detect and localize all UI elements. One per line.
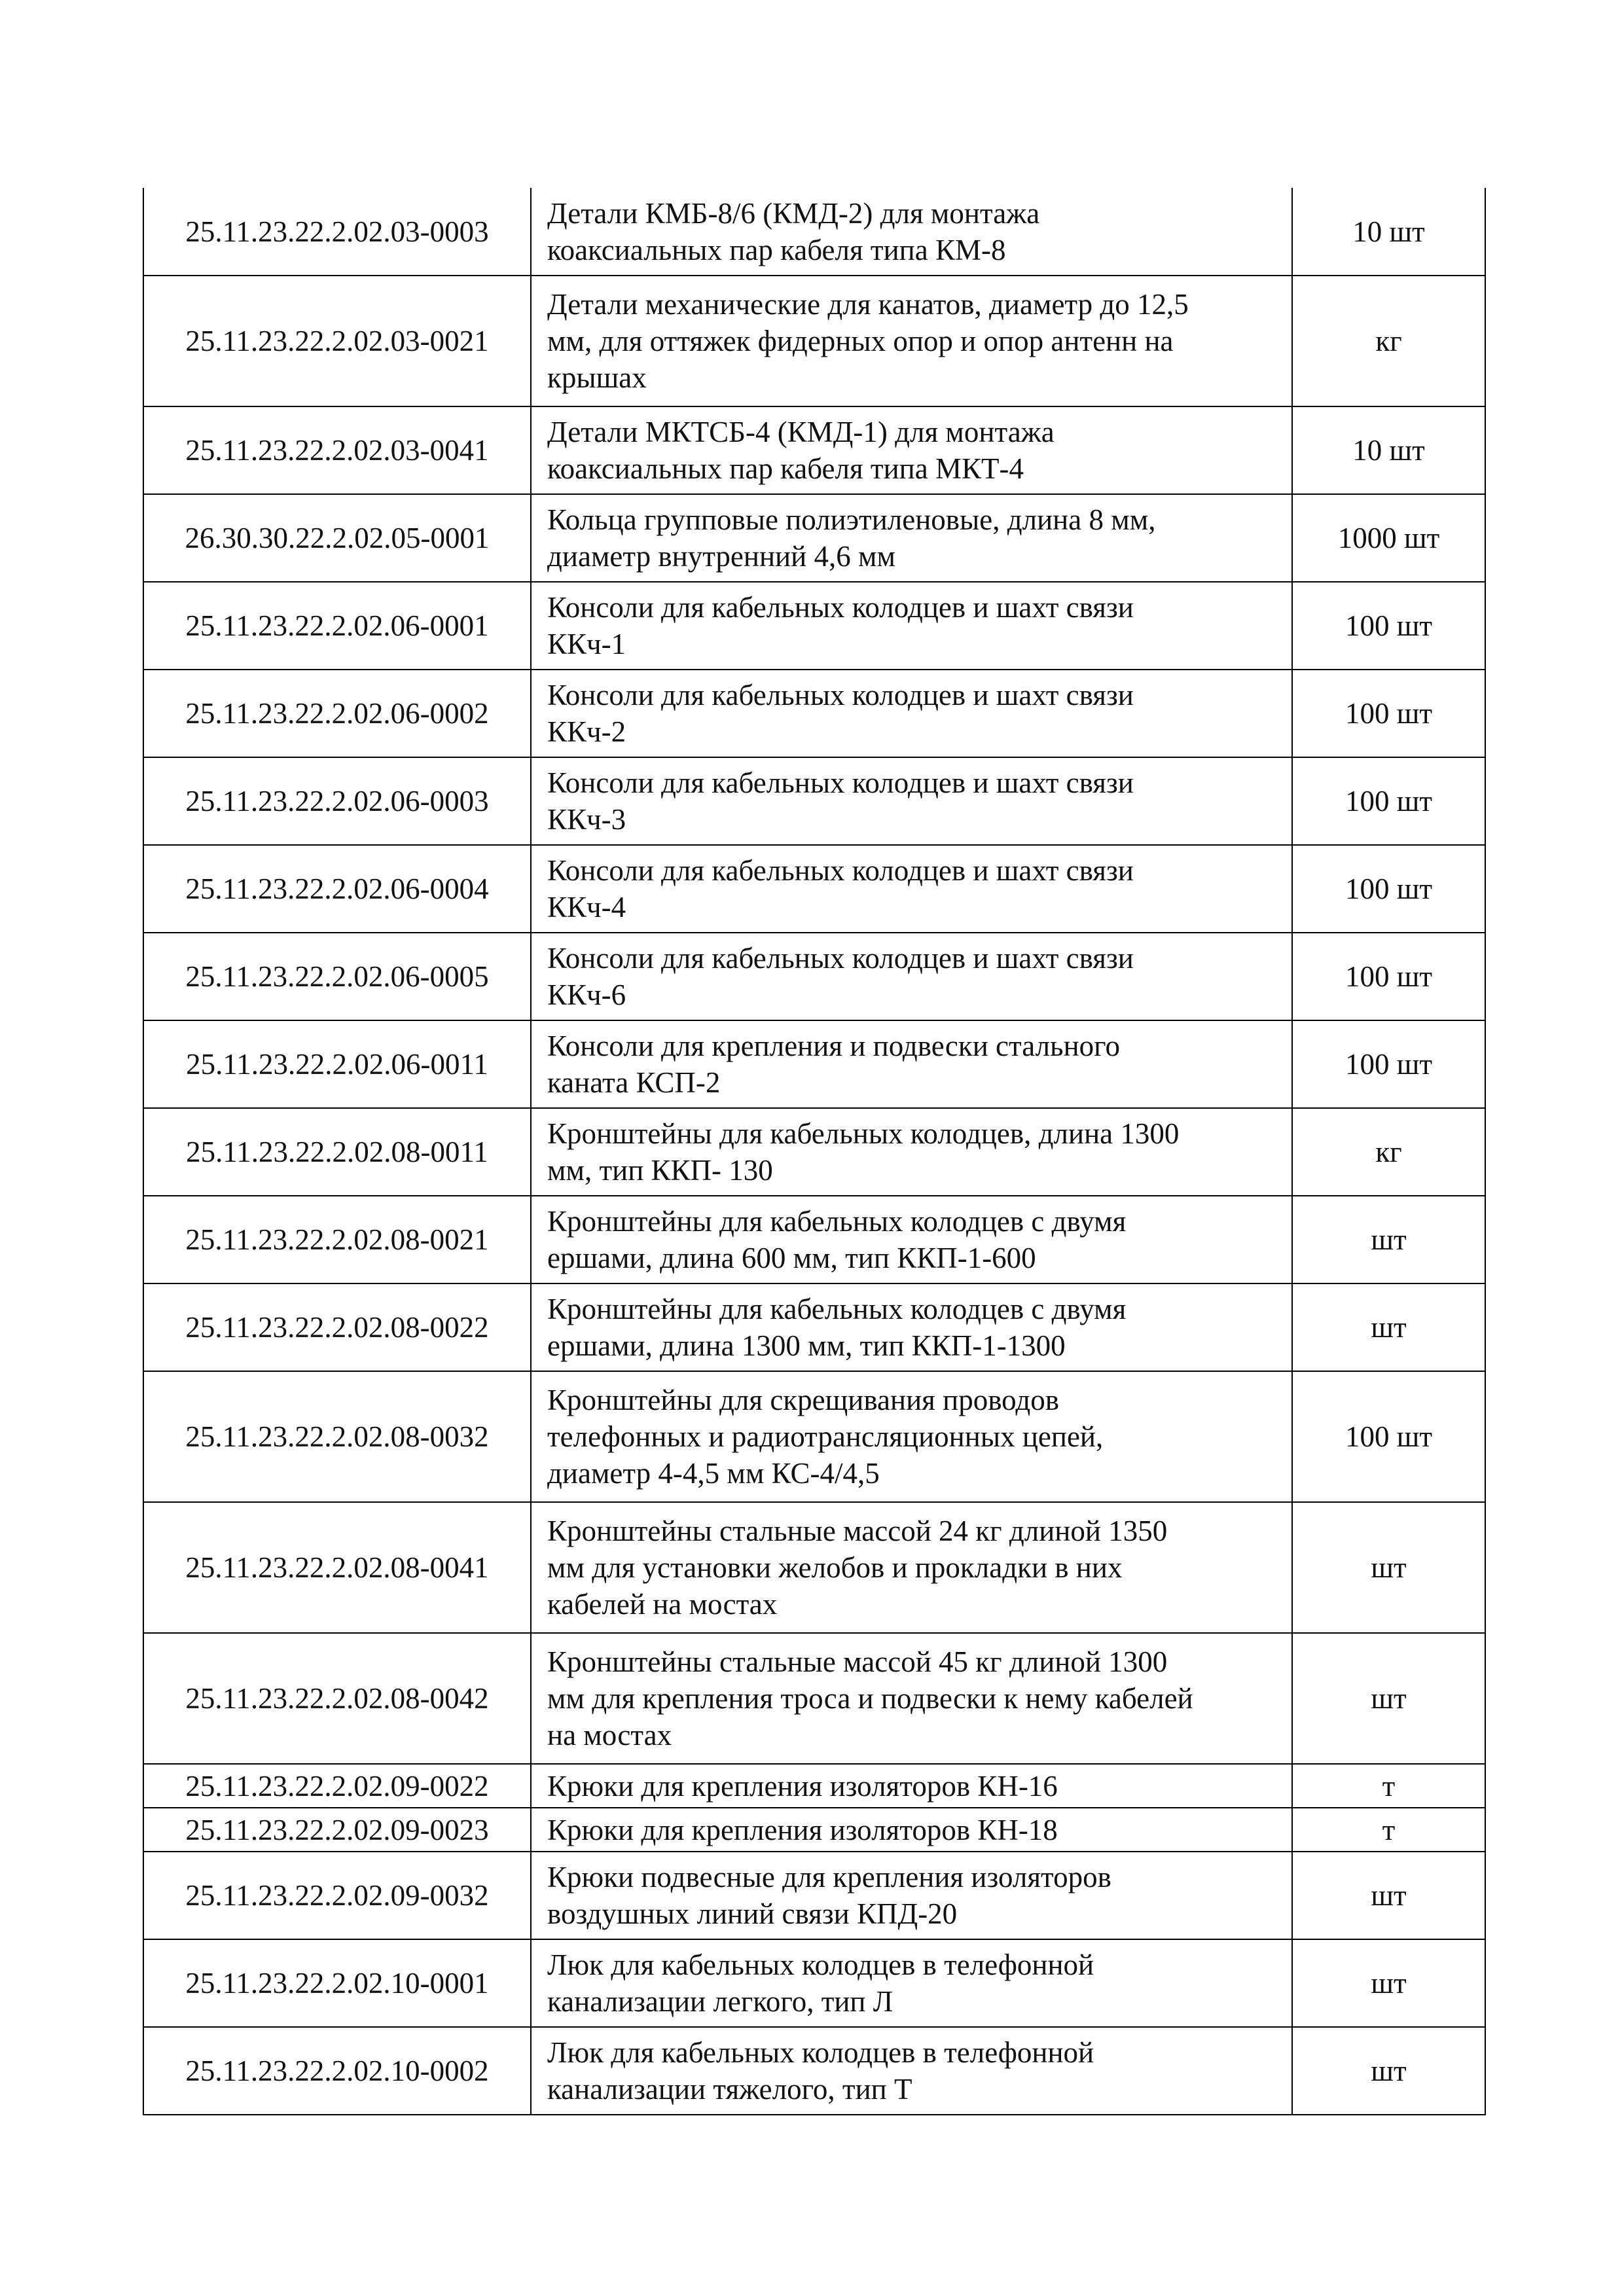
resource-code-cell: 25.11.23.22.2.02.09-0022	[143, 1764, 531, 1808]
unit-cell: шт	[1292, 1852, 1485, 1939]
resource-name-cell: Кронштейны для кабельных колодцев с двумя ершами, длина 1300 мм, тип ККП-1-1300	[531, 1283, 1292, 1371]
unit-cell: 100 шт	[1292, 670, 1485, 757]
resource-code-cell: 25.11.23.22.2.02.06-0001	[143, 582, 531, 670]
unit-cell: шт	[1292, 1502, 1485, 1633]
resource-code-cell: 25.11.23.22.2.02.08-0032	[143, 1371, 531, 1502]
resource-name-cell: Консоли для кабельных колодцев и шахт связи ККч-6	[531, 933, 1292, 1020]
resource-code-cell: 25.11.23.22.2.02.03-0041	[143, 406, 531, 494]
unit-cell: 1000 шт	[1292, 494, 1485, 582]
unit-cell: 100 шт	[1292, 757, 1485, 845]
resource-code-cell: 25.11.23.22.2.02.06-0002	[143, 670, 531, 757]
resource-code-cell: 25.11.23.22.2.02.08-0042	[143, 1633, 531, 1764]
table-row	[143, 1108, 1485, 1196]
unit-cell: шт	[1292, 1939, 1485, 2027]
resource-name-cell: Кронштейны стальные массой 24 кг длиной 1350 мм для установки желобов и прокладки в них кабелей на мостах	[531, 1502, 1292, 1633]
table-row	[143, 582, 1485, 670]
resource-code-cell: 25.11.23.22.2.02.08-0011	[143, 1108, 531, 1196]
unit-cell: 10 шт	[1292, 188, 1485, 276]
unit-cell: 100 шт	[1292, 582, 1485, 670]
unit-cell: 100 шт	[1292, 1371, 1485, 1502]
table-row	[143, 188, 1485, 276]
table-row	[143, 757, 1485, 845]
resource-code-cell: 25.11.23.22.2.02.08-0022	[143, 1283, 531, 1371]
table-row	[143, 1283, 1485, 1371]
resource-name-cell: Кронштейны стальные массой 45 кг длиной 1300 мм для крепления троса и подвески к нему кабелей на мостах	[531, 1633, 1292, 1764]
resource-name-cell: Консоли для кабельных колодцев и шахт связи ККч-2	[531, 670, 1292, 757]
resource-name-cell: Люк для кабельных колодцев в телефонной канализации тяжелого, тип Т	[531, 2027, 1292, 2115]
table-row	[143, 1196, 1485, 1283]
resource-table-body	[143, 188, 1485, 2115]
resource-code-cell: 25.11.23.22.2.02.10-0002	[143, 2027, 531, 2115]
table-row	[143, 845, 1485, 933]
resource-code-cell: 25.11.23.22.2.02.09-0032	[143, 1852, 531, 1939]
unit-cell: кг	[1292, 1108, 1485, 1196]
resource-code-cell: 25.11.23.22.2.02.03-0003	[143, 188, 531, 276]
table-row	[143, 1764, 1485, 1808]
resource-name-cell: Детали механические для канатов, диаметр до 12,5 мм, для оттяжек фидерных опор и опор антенн на крышах	[531, 276, 1292, 406]
table-row	[143, 1939, 1485, 2027]
resource-name-cell: Детали МКТСБ-4 (КМД-1) для монтажа коаксиальных пар кабеля типа МКТ-4	[531, 406, 1292, 494]
resource-name-cell: Крюки для крепления изоляторов КН-16	[531, 1764, 1292, 1808]
table-row	[143, 1020, 1485, 1108]
resource-table	[143, 188, 1486, 2115]
resource-code-cell: 25.11.23.22.2.02.03-0021	[143, 276, 531, 406]
table-row	[143, 276, 1485, 406]
resource-code-cell: 25.11.23.22.2.02.08-0021	[143, 1196, 531, 1283]
resource-code-cell: 25.11.23.22.2.02.06-0003	[143, 757, 531, 845]
table-row	[143, 933, 1485, 1020]
resource-code-cell: 25.11.23.22.2.02.10-0001	[143, 1939, 531, 2027]
resource-name-cell: Кронштейны для кабельных колодцев, длина 1300 мм, тип ККП- 130	[531, 1108, 1292, 1196]
resource-code-cell: 26.30.30.22.2.02.05-0001	[143, 494, 531, 582]
resource-name-cell: Люк для кабельных колодцев в телефонной канализации легкого, тип Л	[531, 1939, 1292, 2027]
resource-code-cell: 25.11.23.22.2.02.09-0023	[143, 1808, 531, 1852]
resource-name-cell: Консоли для крепления и подвески стального каната КСП-2	[531, 1020, 1292, 1108]
unit-cell: шт	[1292, 1283, 1485, 1371]
resource-code-cell: 25.11.23.22.2.02.06-0011	[143, 1020, 531, 1108]
table-row	[143, 1371, 1485, 1502]
resource-name-cell: Крюки подвесные для крепления изоляторов воздушных линий связи КПД-20	[531, 1852, 1292, 1939]
unit-cell: шт	[1292, 1633, 1485, 1764]
resource-name-cell: Консоли для кабельных колодцев и шахт связи ККч-1	[531, 582, 1292, 670]
unit-cell: 10 шт	[1292, 406, 1485, 494]
table-row	[143, 494, 1485, 582]
resource-name-cell: Кольца групповые полиэтиленовые, длина 8 мм, диаметр внутренний 4,6 мм	[531, 494, 1292, 582]
table-row	[143, 1808, 1485, 1852]
resource-name-cell: Кронштейны для скрещивания проводов телефонных и радиотрансляционных цепей, диаметр 4-4,5 мм КС-4/4,5	[531, 1371, 1292, 1502]
table-row	[143, 670, 1485, 757]
resource-code-cell: 25.11.23.22.2.02.08-0041	[143, 1502, 531, 1633]
resource-name-cell: Консоли для кабельных колодцев и шахт связи ККч-4	[531, 845, 1292, 933]
unit-cell: шт	[1292, 1196, 1485, 1283]
unit-cell: кг	[1292, 276, 1485, 406]
unit-cell: 100 шт	[1292, 845, 1485, 933]
unit-cell: 100 шт	[1292, 1020, 1485, 1108]
resource-name-cell: Кронштейны для кабельных колодцев с двумя ершами, длина 600 мм, тип ККП-1-600	[531, 1196, 1292, 1283]
table-row	[143, 1852, 1485, 1939]
unit-cell: 100 шт	[1292, 933, 1485, 1020]
resource-name-cell: Детали КМБ-8/6 (КМД-2) для монтажа коаксиальных пар кабеля типа КМ-8	[531, 188, 1292, 276]
table-row	[143, 2027, 1485, 2115]
table-row	[143, 1502, 1485, 1633]
unit-cell: т	[1292, 1808, 1485, 1852]
table-row	[143, 406, 1485, 494]
resource-name-cell: Консоли для кабельных колодцев и шахт связи ККч-3	[531, 757, 1292, 845]
resource-name-cell: Крюки для крепления изоляторов КН-18	[531, 1808, 1292, 1852]
table-row	[143, 1633, 1485, 1764]
unit-cell: шт	[1292, 2027, 1485, 2115]
resource-code-cell: 25.11.23.22.2.02.06-0005	[143, 933, 531, 1020]
resource-code-cell: 25.11.23.22.2.02.06-0004	[143, 845, 531, 933]
unit-cell: т	[1292, 1764, 1485, 1808]
